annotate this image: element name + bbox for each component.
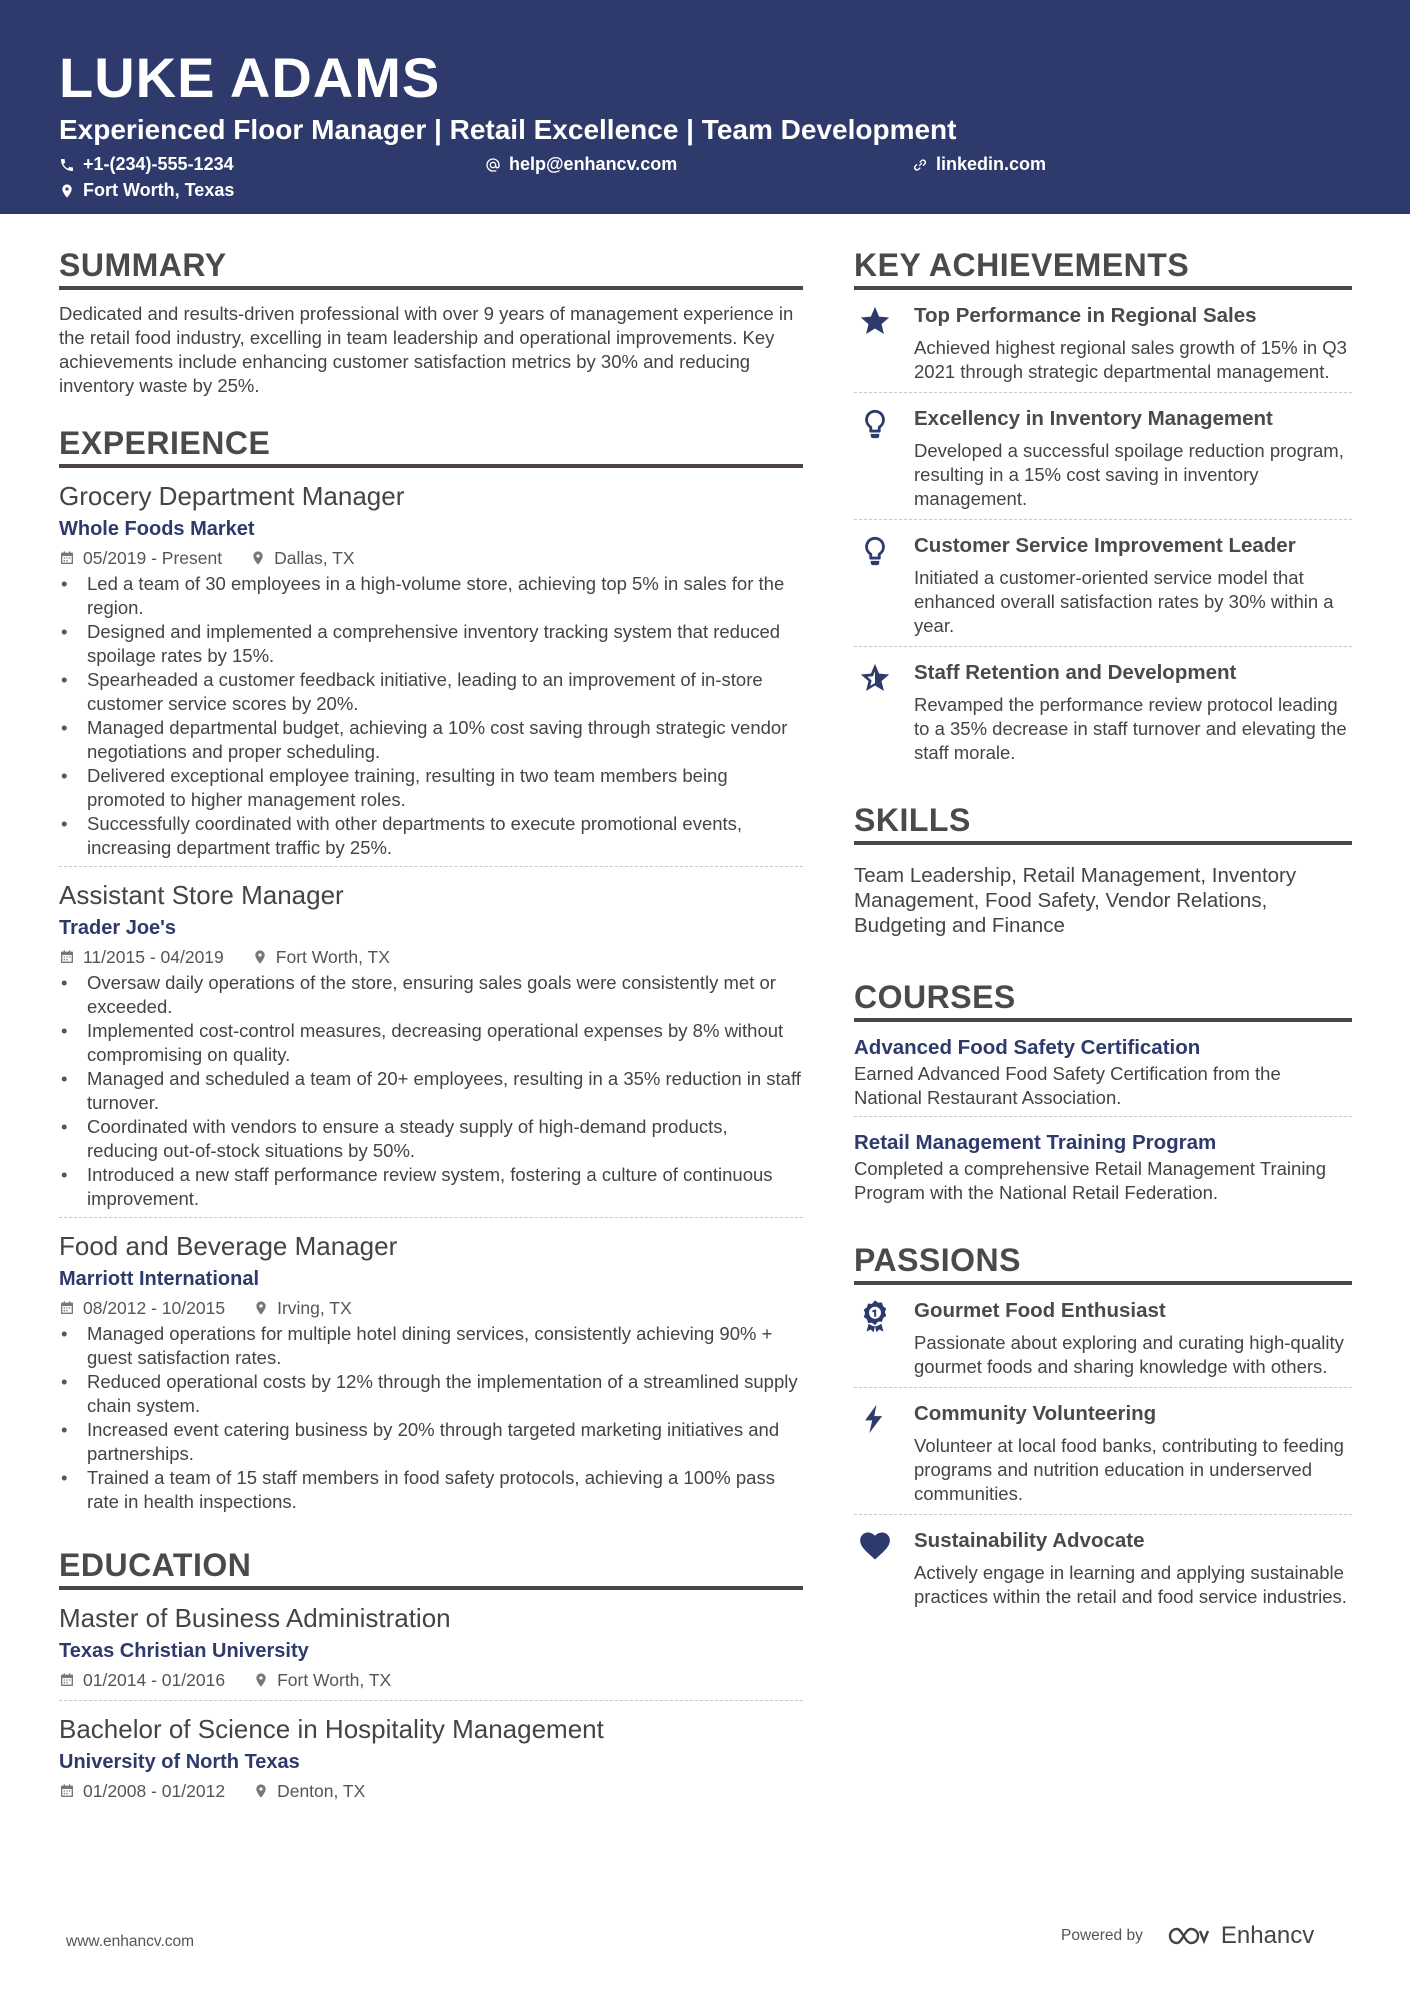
bullet-item: • Managed departmental budget, achieving a 10% cost saving through strategic vendor negotiations and proper scheduling. bbox=[87, 716, 803, 764]
job-title: Assistant Store Manager bbox=[59, 880, 344, 910]
company-name: Whole Foods Market bbox=[59, 518, 255, 540]
section-title-experience: EXPERIENCE bbox=[59, 424, 803, 468]
enhancv-brand-text: Enhancv bbox=[1220, 1922, 1315, 1949]
school-name: Texas Christian University bbox=[59, 1640, 309, 1662]
enhancv-logo-icon bbox=[1167, 1924, 1211, 1948]
star-icon bbox=[858, 304, 892, 338]
passion-desc: Actively engage in learning and applying sustainable practices within the retail and food service industries. bbox=[914, 1562, 1347, 1607]
lightbulb-icon bbox=[858, 407, 892, 441]
bullet-item: • Implemented cost-control measures, decreasing operational expenses by 8% without compromising on quality. bbox=[87, 1019, 803, 1067]
education-meta bbox=[59, 1779, 803, 1803]
education-location bbox=[253, 1668, 391, 1692]
company-name: Trader Joe's bbox=[59, 917, 177, 939]
achievement-desc: Revamped the performance review protocol leading to a 35% decrease in staff turnover and elevating the staff morale. bbox=[914, 694, 1347, 763]
course-title: Advanced Food Safety Certification bbox=[854, 1036, 1201, 1059]
star-outline-icon bbox=[858, 661, 892, 695]
job-dates: 11/2015 - 04/2019 bbox=[83, 947, 224, 967]
map-pin-icon bbox=[253, 1300, 269, 1316]
calendar-icon bbox=[59, 550, 75, 566]
award-ribbon-icon bbox=[858, 1299, 892, 1333]
passion-title: Gourmet Food Enthusiast bbox=[914, 1299, 1166, 1322]
passion-title: Sustainability Advocate bbox=[914, 1529, 1145, 1552]
achievement-item bbox=[854, 647, 1352, 773]
contact-linkedin[interactable] bbox=[912, 154, 1046, 175]
job-location-text: Irving, TX bbox=[277, 1298, 352, 1318]
education-location-text: Fort Worth, TX bbox=[277, 1670, 392, 1690]
bullet-item: • Managed operations for multiple hotel dining services, consistently achieving 90% + guest satisfaction rates. bbox=[87, 1322, 803, 1370]
contact-email[interactable] bbox=[485, 154, 677, 175]
section-title-skills: SKILLS bbox=[854, 801, 1352, 845]
left-column bbox=[59, 246, 803, 1823]
passion-desc: Passionate about exploring and curating high-quality gourmet foods and sharing knowledge with others. bbox=[914, 1332, 1344, 1377]
bullet-item: • Coordinated with vendors to ensure a steady supply of high-demand products, reducing out-of-stock situations by 50%. bbox=[87, 1115, 803, 1163]
passion-desc: Volunteer at local food banks, contributing to feeding programs and nutrition education in underserved communities. bbox=[914, 1435, 1344, 1504]
bullet-item: • Designed and implemented a comprehensive inventory tracking system that reduced spoilage rates by 15%. bbox=[87, 620, 803, 668]
achievement-item bbox=[854, 393, 1352, 520]
bullet-item: • Increased event catering business by 20% through targeted marketing initiatives and partnerships. bbox=[87, 1418, 803, 1466]
course-item bbox=[854, 1034, 1352, 1117]
heart-icon bbox=[858, 1529, 892, 1563]
achievement-title: Top Performance in Regional Sales bbox=[914, 304, 1257, 327]
calendar-icon bbox=[59, 1783, 75, 1799]
link-icon bbox=[912, 157, 928, 173]
map-pin-icon bbox=[252, 949, 268, 965]
section-title-achievements: KEY ACHIEVEMENTS bbox=[854, 246, 1352, 290]
enhancv-logo bbox=[1167, 1922, 1314, 1950]
bullet-item: • Trained a team of 15 staff members in food safety protocols, achieving a 100% pass rate in health inspections. bbox=[87, 1466, 803, 1514]
bullet-item: • Delivered exceptional employee training, resulting in two team members being promoted to higher management roles. bbox=[87, 764, 803, 812]
calendar-icon bbox=[59, 1672, 75, 1688]
job-location-text: Fort Worth, TX bbox=[275, 947, 390, 967]
education-dates: 01/2014 - 01/2016 bbox=[83, 1670, 226, 1690]
job-dates: 08/2012 - 10/2015 bbox=[83, 1298, 226, 1318]
bullet-item: • Managed and scheduled a team of 20+ employees, resulting in a 35% reduction in staff turnover. bbox=[87, 1067, 803, 1115]
section-title-summary: SUMMARY bbox=[59, 246, 803, 290]
map-pin-icon bbox=[250, 550, 266, 566]
course-desc: Completed a comprehensive Retail Management Training Program with the National Retail Federation. bbox=[854, 1158, 1327, 1203]
skills-list: Team Leadership, Retail Management, Inventory Management, Food Safety, Vendor Relations, Budgeting and Finance bbox=[854, 864, 1297, 937]
achievement-desc: Developed a successful spoilage reduction program, resulting in a 15% cost saving in inventory management. bbox=[914, 440, 1344, 509]
section-title-passions: PASSIONS bbox=[854, 1241, 1352, 1285]
job-bullets bbox=[59, 572, 803, 860]
achievement-item bbox=[854, 290, 1352, 393]
job-title: Food and Beverage Manager bbox=[59, 1231, 398, 1261]
experience-entry bbox=[59, 480, 803, 867]
job-location bbox=[253, 1296, 352, 1320]
course-title: Retail Management Training Program bbox=[854, 1131, 1217, 1154]
education-location-text: Denton, TX bbox=[277, 1781, 366, 1801]
lightning-icon bbox=[858, 1402, 892, 1436]
degree-title: Master of Business Administration bbox=[59, 1603, 451, 1633]
achievement-desc: Initiated a customer-oriented service model that enhanced overall satisfaction rates by 30% within a year. bbox=[914, 567, 1334, 636]
footer-branding[interactable] bbox=[1061, 1922, 1314, 1950]
education-entry bbox=[59, 1602, 803, 1701]
company-name: Marriott International bbox=[59, 1268, 260, 1290]
school-name: University of North Texas bbox=[59, 1751, 300, 1773]
experience-entry bbox=[59, 879, 803, 1218]
bullet-item: • Introduced a new staff performance review system, fostering a culture of continuous improvement. bbox=[87, 1163, 803, 1211]
passion-title: Community Volunteering bbox=[914, 1402, 1157, 1425]
job-meta bbox=[59, 945, 803, 969]
course-item bbox=[854, 1129, 1352, 1211]
achievement-title: Staff Retention and Development bbox=[914, 661, 1237, 684]
location-text: Fort Worth, Texas bbox=[83, 180, 235, 200]
job-meta bbox=[59, 546, 803, 570]
candidate-name: LUKE ADAMS bbox=[59, 46, 441, 109]
map-pin-icon bbox=[253, 1783, 269, 1799]
email-text: help@enhancv.com bbox=[509, 154, 678, 174]
powered-by-text: Powered by bbox=[1061, 1927, 1143, 1944]
footer-website[interactable]: www.enhancv.com bbox=[66, 1933, 195, 1950]
bullet-item: • Reduced operational costs by 12% through the implementation of a streamlined supply chain system. bbox=[87, 1370, 803, 1418]
job-location bbox=[250, 546, 354, 570]
job-location bbox=[252, 945, 390, 969]
section-title-courses: COURSES bbox=[854, 978, 1352, 1022]
passion-item bbox=[854, 1388, 1352, 1515]
bullet-item: • Oversaw daily operations of the store, ensuring sales goals were consistently met or exceeded. bbox=[87, 971, 803, 1019]
summary-text: Dedicated and results-driven professional with over 9 years of management experience in the retail food industry, excelling in team leadership and operational improvements. Key achievements include enhancing customer satisfaction metrics by 30% and reducing inventory waste by 25%. bbox=[59, 303, 794, 396]
phone-icon bbox=[59, 157, 75, 173]
degree-title: Bachelor of Science in Hospitality Management bbox=[59, 1714, 604, 1744]
job-meta bbox=[59, 1296, 803, 1320]
linkedin-text: linkedin.com bbox=[936, 154, 1047, 174]
calendar-icon bbox=[59, 949, 75, 965]
at-sign-icon bbox=[485, 157, 501, 173]
course-desc: Earned Advanced Food Safety Certification from the National Restaurant Association. bbox=[854, 1063, 1281, 1108]
job-bullets bbox=[59, 971, 803, 1211]
lightbulb-icon bbox=[858, 534, 892, 568]
calendar-icon bbox=[59, 1300, 75, 1316]
job-title: Grocery Department Manager bbox=[59, 481, 405, 511]
achievement-desc: Achieved highest regional sales growth of 15% in Q3 2021 through strategic departmental management. bbox=[914, 337, 1347, 382]
contact-info bbox=[59, 154, 1351, 210]
contact-phone[interactable] bbox=[59, 154, 234, 175]
job-dates: 05/2019 - Present bbox=[83, 548, 223, 568]
achievement-title: Excellency in Inventory Management bbox=[914, 407, 1273, 430]
passion-item bbox=[854, 1515, 1352, 1617]
map-pin-icon bbox=[253, 1672, 269, 1688]
passion-item bbox=[854, 1285, 1352, 1388]
education-dates: 01/2008 - 01/2012 bbox=[83, 1781, 226, 1801]
bullet-item: • Led a team of 30 employees in a high-volume store, achieving top 5% in sales for the region. bbox=[87, 572, 803, 620]
bullet-item: • Successfully coordinated with other departments to execute promotional events, increasing department traffic by 25%. bbox=[87, 812, 803, 860]
achievement-title: Customer Service Improvement Leader bbox=[914, 534, 1296, 557]
map-pin-icon bbox=[59, 183, 75, 199]
phone-text: +1-(234)-555-1234 bbox=[83, 154, 234, 174]
education-meta bbox=[59, 1668, 803, 1692]
resume-header bbox=[0, 0, 1410, 214]
contact-location bbox=[59, 180, 234, 201]
candidate-headline: Experienced Floor Manager | Retail Excellence | Team Development bbox=[59, 114, 957, 145]
education-entry bbox=[59, 1713, 803, 1811]
job-location-text: Dallas, TX bbox=[274, 548, 355, 568]
right-column bbox=[854, 246, 1352, 1617]
bullet-item: • Spearheaded a customer feedback initiative, leading to an improvement of in-store customer service scores by 20%. bbox=[87, 668, 803, 716]
achievement-item bbox=[854, 520, 1352, 647]
section-title-education: EDUCATION bbox=[59, 1546, 803, 1590]
experience-entry bbox=[59, 1230, 803, 1520]
job-bullets bbox=[59, 1322, 803, 1514]
education-location bbox=[253, 1779, 365, 1803]
